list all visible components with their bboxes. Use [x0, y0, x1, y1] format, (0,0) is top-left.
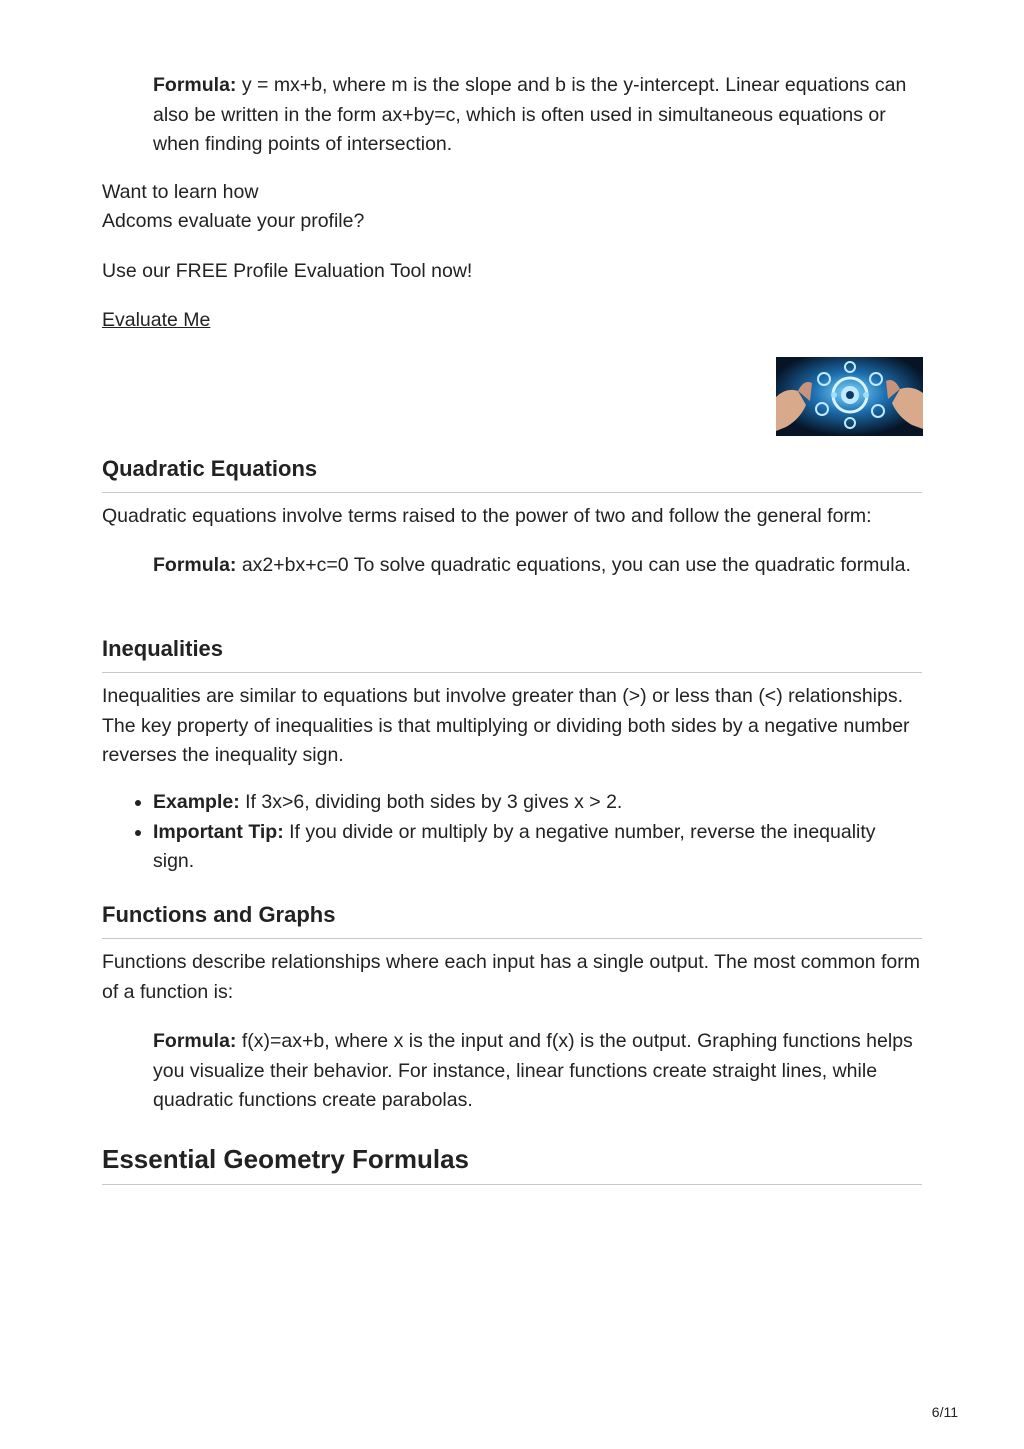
quadratic-formula-text: ax2+bx+c=0 To solve quadratic equations, you can use the quadratic formula.: [236, 554, 911, 576]
bullet-label: Example:: [153, 791, 240, 813]
promo-line-2: Adcoms evaluate your profile?: [102, 210, 365, 232]
evaluate-me-link[interactable]: Evaluate Me: [102, 309, 211, 331]
list-item: [153, 818, 922, 877]
functions-formula-block: [102, 1027, 922, 1116]
inequalities-heading: Inequalities: [102, 634, 922, 673]
bullet-text: If 3x>6, dividing both sides by 3 gives x > 2.: [239, 791, 623, 813]
tech-gears-image: [776, 357, 923, 436]
linear-formula-block: [102, 71, 922, 160]
promo-cta-text: Use our FREE Profile Evaluation Tool now!: [102, 260, 473, 282]
tech-gears-illustration: [776, 357, 923, 436]
geometry-heading: Essential Geometry Formulas: [102, 1142, 922, 1185]
list-item: [153, 788, 922, 818]
inequalities-intro: Inequalities are similar to equations but involve greater than (>) or less than (<) relationships. The key property of inequalities is that multiplying or dividing both sides by a negative number reverses the inequality sign.: [102, 685, 910, 766]
bullet-text: If you divide or multiply by a negative number, reverse the inequality sign.: [153, 820, 876, 872]
promo-line-1: Want to learn how: [102, 181, 259, 203]
functions-intro: Functions describe relationships where each input has a single output. The most common form of a function is:: [102, 951, 920, 1003]
formula-label: Formula:: [153, 554, 237, 576]
functions-heading: Functions and Graphs: [102, 900, 922, 939]
inequalities-bullet-list: [102, 788, 922, 877]
bullet-label: Important Tip:: [153, 820, 284, 843]
formula-label: Formula:: [153, 1030, 237, 1052]
quadratic-formula-block: [102, 551, 922, 581]
evaluate-link-wrapper: [102, 306, 922, 336]
formula-label: Formula:: [153, 74, 237, 96]
functions-formula-text: f(x)=ax+b, where x is the input and f(x) is the output. Graphing functions helps you visualize their behavior. For instance, linear functions create straight lines, while quadratic functions create parabolas.: [153, 1030, 913, 1111]
page-number: 6/11: [931, 1404, 958, 1420]
quadratic-heading: Quadratic Equations: [102, 454, 922, 493]
linear-formula-text: y = mx+b, where m is the slope and b is the y-intercept. Linear equations can also be written in the form ax+by=c, which is often used in simultaneous equations or when finding points of intersection.: [153, 74, 907, 155]
quadratic-intro: Quadratic equations involve terms raised to the power of two and follow the general form:: [102, 505, 872, 527]
